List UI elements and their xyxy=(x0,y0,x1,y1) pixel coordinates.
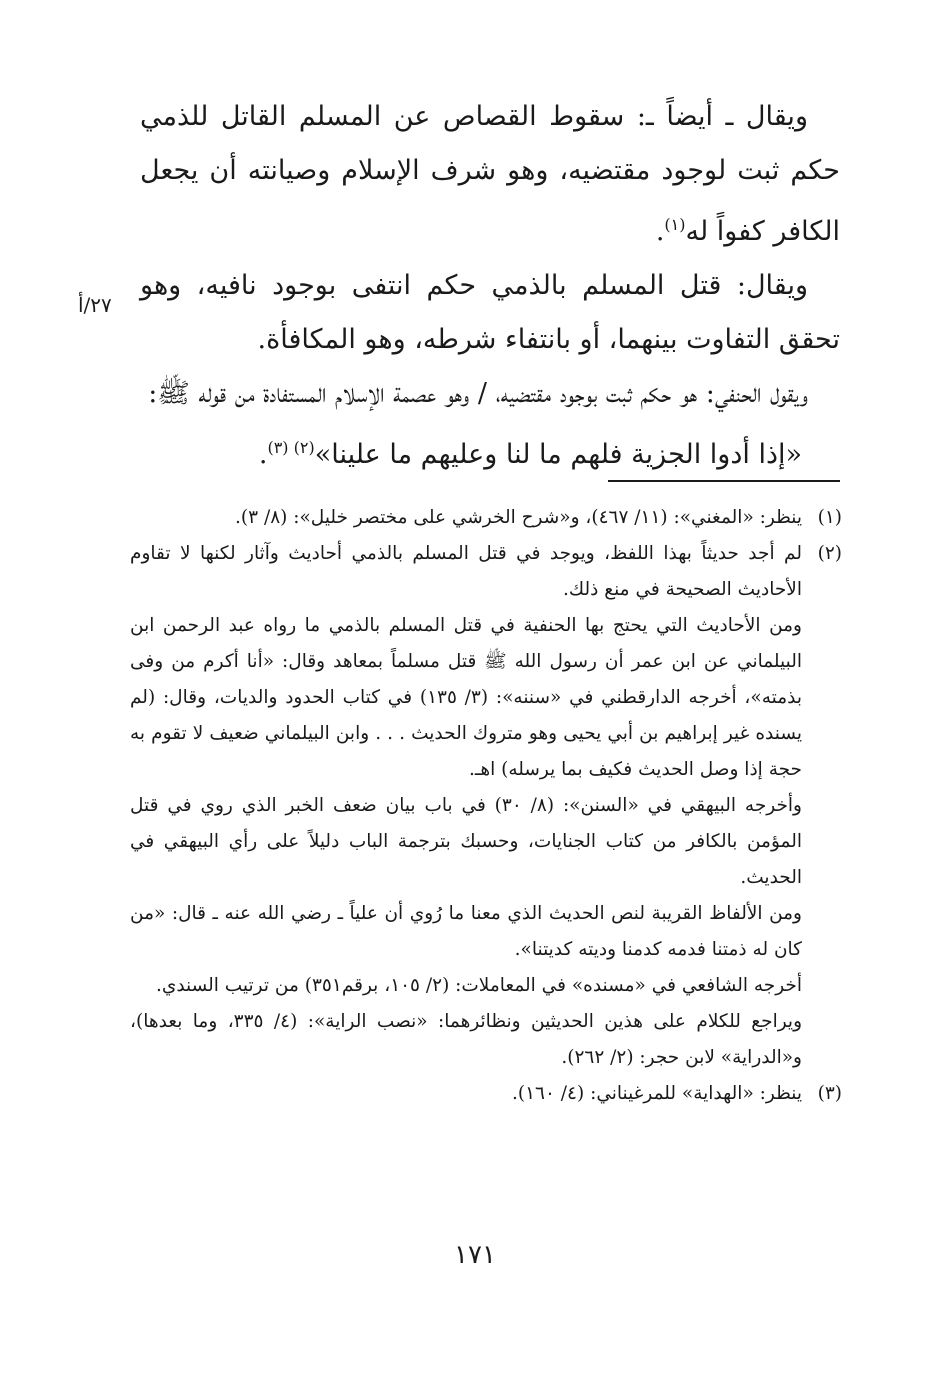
paragraph-1: ويقال ـ أيضاً ـ: سقوط القصاص عن المسلم القاتل للذمي حكم ثبت لوجود مقتضيه، وهو شرف الإسلام وصيانته أن يجعل الكافر كفواً له$^{(١)}$. xyxy=(140,101,840,247)
footnote-line: ويراجع للكلام على هذين الحديثين ونظائرهما: «نصب الراية»: (٤/ ٣٣٥، وما بعدها)، و«الدراية» لابن حجر: (٢/ ٢٦٢). xyxy=(130,1011,803,1068)
footnote-body xyxy=(130,536,802,1076)
footnote-ref-1: (١) xyxy=(664,215,686,234)
footnote-line: ينظر: «الهداية» للمرغيناني: (٤/ ١٦٠). xyxy=(512,1083,802,1104)
footnote-number: (١) xyxy=(817,507,842,528)
footnote-body xyxy=(130,1076,802,1112)
footnote-line: وأخرجه البيهقي في «السنن»: (٨/ ٣٠) في باب بيان ضعف الخبر الذي روي في قتل المؤمن بالكافر من كتاب الجنايات، وحسبك بترجمة الباب دليلاً على رأي البيهقي في الحديث. xyxy=(130,795,802,888)
footnotes xyxy=(130,500,842,1112)
footnote-2 xyxy=(130,536,842,1076)
hadith-quote-text: «إذا أدوا الجزية فلهم ما لنا وعليهم ما علينا» xyxy=(314,439,802,470)
footnote-body xyxy=(130,500,802,536)
footnote-line: أخرجه الشافعي في «مسنده» في المعاملات: (٢/ ١٠٥، برقم٣٥١) من ترتيب السندي. xyxy=(155,975,802,996)
footnote-3 xyxy=(130,1076,842,1112)
paragraph-1-text: ويقال ـ أيضاً ـ: سقوط القصاص عن المسلم القاتل للذمي حكم ثبت لوجود مقتضيه، وهو شرف الإسلام وصيانته أن يجعل الكافر كفواً له xyxy=(140,101,840,247)
paragraph-3: ويقول الحنفي: هو حكم ثبت بوجود مقتضيه، / وهو عصمة الإسلام المستفادة من قوله ﷺ: xyxy=(148,378,808,409)
footnote-1 xyxy=(130,500,842,536)
footnote-number: (٣) xyxy=(817,1083,842,1104)
footnote-line: ومن الأحاديث التي يحتج بها الحنفية في قتل المسلم بالذمي ما رواه عبد الرحمن ابن البيلماني عن ابن عمر أن رسول الله ﷺ قتل مسلماً بمعاهد وقال: «أنا أكرم من وفى بذمته»، أخرجه الدارقطني في «سننه»: (٣/ ١٣٥) في كتاب الحدود والديات، وقال: (لم يسنده غير إبراهيم بن أبي يحيى وهو متروك الحديث . . . وابن البيلماني ضعيف لا تقوم به حجة إذا وصل الحديث فكيف بما يرسله) اهـ. xyxy=(130,615,802,780)
manuscript-folio-note: ٢٧/أ xyxy=(78,293,112,317)
hadith-quote: «إذا أدوا الجزية فلهم ما لنا وعليهم ما علينا»$^{(٢) (٣)}$. xyxy=(258,438,802,470)
footnote-divider xyxy=(608,480,840,482)
main-text xyxy=(140,90,840,482)
footnote-line: ومن الألفاظ القريبة لنص الحديث الذي معنا ما رُوي أن علياً ـ رضي الله عنه ـ قال: «من كان له ذمتنا فدمه كدمنا وديته كديتنا». xyxy=(130,903,802,960)
footnote-number: (٢) xyxy=(817,543,842,564)
footnote-line: لم أجد حديثاً بهذا اللفظ، ويوجد في قتل المسلم بالذمي أحاديث وآثار لكنها لا تقاوم الأحاديث الصحيحة في منع ذلك. xyxy=(130,543,802,600)
footnote-line: ينظر: «المغني»: (١١/ ٤٦٧)، و«شرح الخرشي على مختصر خليل»: (٨/ ٣). xyxy=(235,507,802,528)
footnote-ref-2-3: (٢) (٣) xyxy=(267,438,315,457)
page-number: ١٧١ xyxy=(454,1240,496,1270)
paragraph-2: ويقال: قتل المسلم بالذمي حكم انتفى بوجود نافيه، وهو تحقق التفاوت بينهما، أو بانتفاء شرطه، وهو المكافأة. xyxy=(140,270,840,355)
